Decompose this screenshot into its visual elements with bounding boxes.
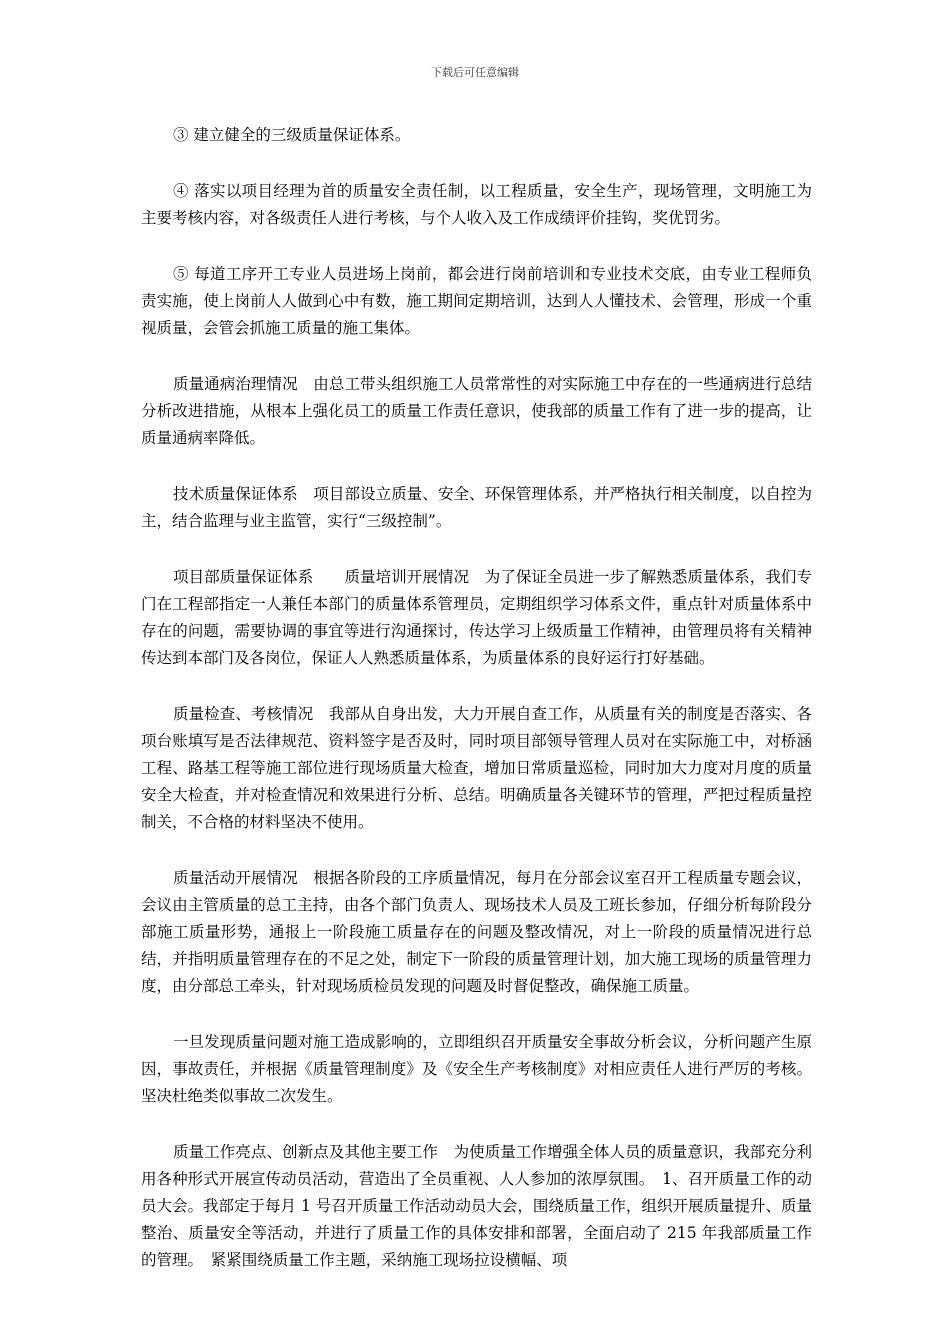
paragraph: ⑤ 每道工序开工专业人员进场上岗前，都会进行岗前培训和专业技术交底，由专业工程师负责实施，使上岗前人人做到心中有数，施工期间定期培训，达到人人懂技术、会管理，形成一个重视质量，会管会抓施工质量的施工集体。 — [141, 265, 812, 337]
paragraph: ④ 落实以项目经理为首的质量安全责任制，以工程质量，安全生产，现场管理，文明施工为主要考核内容，对各级责任人进行考核，与个人收入及工作成绩评价挂钩，奖优罚劣。 — [141, 182, 812, 227]
paragraph: 质量活动开展情况 根据各阶段的工序质量情况，每月在分部会议室召开工程质量专题会议，会议由主管质量的总工主持，由各个部门负责人、现场技术人员及工班长参加，仔细分析每阶段分部施工质量形势，通报上一阶段施工质量存在的问题及整改情况，对上一阶段的质量情况进行总结，并指明质量管理存在的不足之处，制定下一阶段的质量管理计划，加大施工现场的质量管理力度，由分部总工牵头，针对现场质检员发现的问题及时督促整改，确保施工质量。 — [141, 869, 812, 995]
paragraph: 项目部质量保证体系 质量培训开展情况 为了保证全员进一步了解熟悉质量体系，我们专门在工程部指定一人兼任本部门的质量体系管理员，定期组织学习体系文件，重点针对质量体系中存在的问题，需要协调的事宜等进行沟通探讨，传达学习上级质量工作精神，由管理员将有关精神传达到本部门及各岗位，保证人人熟悉质量体系，为质量体系的良好运行打好基础。 — [141, 568, 812, 667]
page-header: 下载后可任意编辑 — [431, 66, 519, 79]
document-body — [141, 122, 812, 1303]
paragraph: ③ 建立健全的三级质量保证体系。 — [173, 126, 411, 144]
paragraph: 质量工作亮点、创新点及其他主要工作 为使质量工作增强全体人员的质量意识，我部充分利用各种形式开展宣传动员活动，营造出了全员重视、人人参加的浓厚氛围。 1、召开质量工作的动员大会。我部定于每月 1 号召开质量工作活动动员大会，围绕质量工作，组织开展质量提升、质量整治、质量安全等活动，并进行了质量工作的具体安排和部署，全面启动了 215 年我部质量工作的管理。 紧紧围绕质量工作主题，采纳施工现场拉设横幅、项 — [141, 1143, 812, 1269]
paragraph: 质量检查、考核情况 我部从自身出发，大力开展自查工作，从质量有关的制度是否落实、各项台账填写是否法律规范、资料签字是否及时，同时项目部领导管理人员对在实际施工中，对桥涵工程、路基工程等施工部位进行现场质量大检查，增加日常质量巡检，同时加大力度对月度的质量安全大检查，并对检查情况和效果进行分析、总结。明确质量各关键环节的管理，严把过程质量控制关，不合格的材料坚决不使用。 — [141, 705, 812, 831]
paragraph: 技术质量保证体系 项目部设立质量、安全、环保管理体系，并严格执行相关制度，以自控为主，结合监理与业主监管，实行“三级控制”。 — [141, 485, 812, 530]
paragraph: 质量通病治理情况 由总工带头组织施工人员常常性的对实际施工中存在的一些通病进行总结分析改进措施，从根本上强化员工的质量工作责任意识，使我部的质量工作有了进一步的提高，让质量通病率降低。 — [141, 375, 812, 447]
paragraph: 一旦发现质量问题对施工造成影响的，立即组织召开质量安全事故分析会议，分析问题产生原因，事故责任，并根据《质量管理制度》及《安全生产考核制度》对相应责任人进行严厉的考核。坚决杜绝类似事故二次发生。 — [141, 1033, 812, 1105]
